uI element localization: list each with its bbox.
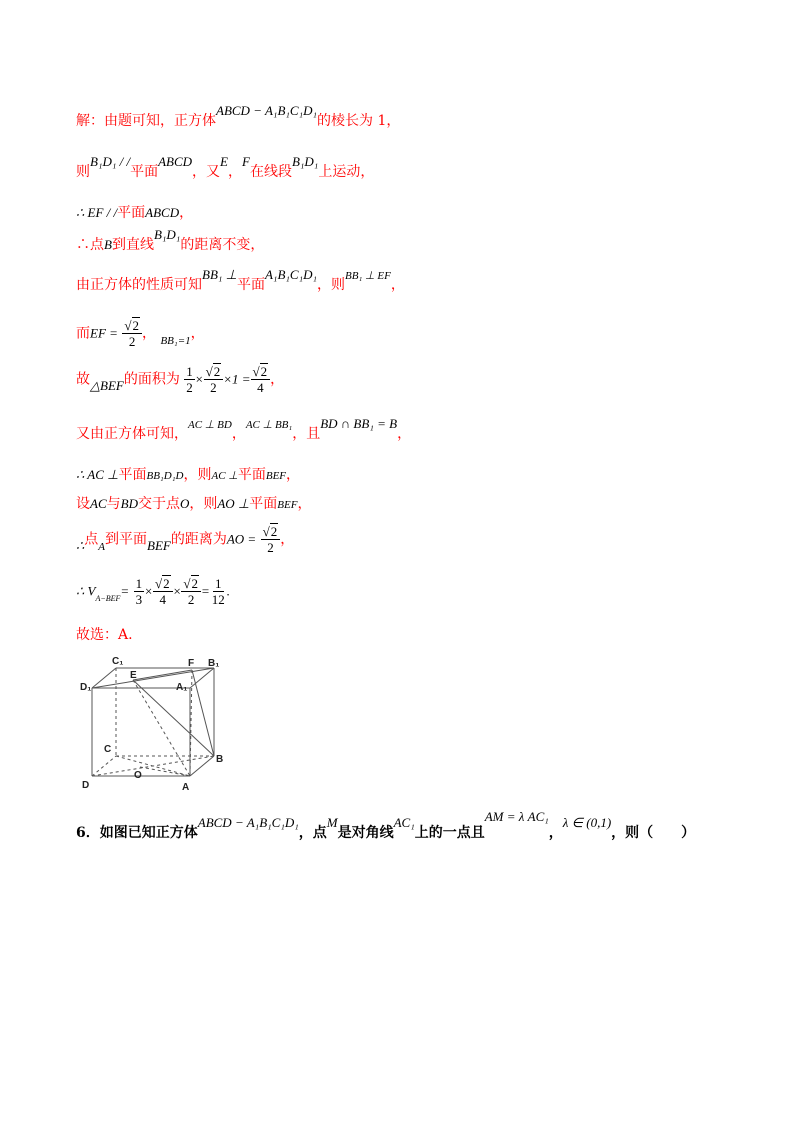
- solution-line-2: [76, 154, 375, 181]
- fraction-sqrt2-over-2: $\frac{√2}{2}$: [122, 318, 142, 349]
- math: BB₁ ⊥ EF: [345, 270, 391, 282]
- text: ，: [270, 371, 285, 388]
- math: E: [220, 154, 228, 169]
- numerator: 1: [186, 364, 193, 379]
- solution-line-9: [76, 464, 300, 484]
- text: 而: [76, 325, 90, 342]
- text: 解：由题可知，正方体: [76, 113, 216, 129]
- text: 平面: [118, 467, 147, 483]
- text: 与: [106, 496, 121, 512]
- text: ，又: [192, 164, 221, 180]
- math: λ ∈ (0,1): [562, 815, 612, 830]
- text: 的距离不变，: [180, 237, 265, 253]
- text: ，: [548, 825, 563, 841]
- radicand: 2: [213, 364, 221, 379]
- text: ，则: [317, 277, 346, 293]
- math: A: [98, 540, 106, 553]
- radicand: 2: [260, 364, 268, 379]
- text: 的距离为: [170, 531, 227, 548]
- math: O: [179, 496, 190, 511]
- denominator: 2: [128, 334, 136, 349]
- denominator: 2: [187, 592, 195, 607]
- text: 又由正方体可知，: [76, 426, 188, 442]
- text: 上的一点且: [414, 825, 485, 841]
- solution-line-12: [76, 576, 230, 607]
- label-E: E: [130, 670, 137, 681]
- math: BB₁=1: [160, 334, 191, 347]
- solution-line-6: [76, 318, 205, 349]
- label-D: D: [82, 780, 90, 791]
- subscript: A−BEF: [95, 593, 121, 603]
- denominator: 4: [159, 592, 166, 607]
- math: AC ⊥ BD: [188, 419, 232, 431]
- fraction: [134, 576, 145, 607]
- math: AC ⊥ BB₁: [245, 419, 293, 431]
- text: 的面积为: [123, 371, 180, 388]
- math: ×1 =: [223, 371, 251, 387]
- label-A: A: [182, 782, 190, 793]
- solution-line-5: [76, 267, 405, 294]
- solution-line-1: [76, 103, 401, 130]
- text: 上运动，: [318, 164, 375, 180]
- fraction-sqrt2-over-2: $\frac{√2}{2}$: [261, 524, 281, 555]
- math: ABCD: [158, 154, 193, 169]
- fraction: $\frac{√2}{2}$: [181, 576, 201, 607]
- question-number: 6．如图已知正方体: [76, 825, 198, 841]
- text: 平面: [249, 496, 278, 512]
- text: ，: [190, 325, 205, 342]
- math: AC ⊥: [211, 470, 238, 482]
- math: M: [326, 815, 338, 830]
- math-vector-equation: AM = λ AC₁: [484, 809, 549, 824]
- text: ，: [286, 467, 301, 483]
- math: BEF: [147, 537, 171, 553]
- text: ，: [397, 426, 412, 442]
- text: 平面: [130, 164, 159, 180]
- fraction: $\frac{√2}{4}$: [251, 364, 271, 395]
- solution-line-11: [76, 524, 294, 555]
- text: 由正方体的性质可知: [76, 277, 202, 293]
- math: ×: [172, 583, 182, 599]
- solution-line-7: [76, 364, 284, 395]
- answer-text: 故选：A.: [76, 627, 133, 643]
- math: BD: [120, 496, 138, 511]
- radicand: 2: [132, 318, 139, 333]
- text: 在线段: [249, 164, 292, 180]
- text: ，: [231, 426, 246, 442]
- numerator: 1: [215, 576, 222, 591]
- math: AC₁: [393, 815, 415, 830]
- text: ，: [228, 164, 242, 180]
- text: 则: [76, 164, 90, 180]
- text: 设: [76, 496, 90, 512]
- text: ，: [142, 325, 156, 342]
- fraction: [210, 576, 227, 607]
- denominator: 2: [210, 380, 217, 395]
- solution-line-10: [76, 493, 311, 513]
- math: AC: [90, 496, 107, 511]
- radicand: 2: [191, 576, 198, 591]
- solution-line-4: [76, 227, 265, 254]
- fraction: $\frac{√2}{2}$: [204, 364, 224, 395]
- text: ∴点: [76, 237, 104, 253]
- denominator: 12: [211, 592, 225, 607]
- radicand: 2: [270, 524, 278, 539]
- label-F: F: [188, 658, 195, 669]
- math-triangle: △BEF: [90, 377, 124, 393]
- math: B: [104, 237, 112, 252]
- math: ×: [144, 583, 153, 599]
- math-volume: ∴ V: [76, 583, 96, 599]
- question-6: [76, 809, 696, 842]
- radicand: 2: [163, 576, 170, 591]
- denominator: 3: [135, 592, 143, 607]
- numerator: 1: [135, 576, 143, 591]
- math: BB₁ ⊥: [202, 267, 237, 282]
- math: B₁D₁: [291, 154, 319, 169]
- math: F: [242, 154, 250, 169]
- label-C1: C₁: [112, 656, 124, 667]
- math: BD ∩ BB₁ = B: [320, 416, 398, 431]
- math: EF =: [90, 325, 118, 341]
- text: ，则: [189, 496, 218, 512]
- solution-line-8: [76, 416, 412, 443]
- denominator: 2: [186, 380, 193, 395]
- text: 交于点: [137, 496, 180, 512]
- label-O: O: [134, 770, 142, 781]
- math: ∴ EF / /: [76, 205, 118, 220]
- text: 到直线: [111, 237, 154, 253]
- text: 平面: [236, 277, 265, 293]
- math: B₁D₁: [153, 227, 181, 242]
- math: ∴ AC ⊥: [76, 467, 119, 482]
- text: ，则（ ）: [611, 825, 696, 841]
- text: 到平面: [105, 531, 148, 548]
- math: AO ⊥: [217, 496, 250, 511]
- math: A₁B₁C₁D₁: [264, 267, 318, 282]
- text: 故: [76, 371, 90, 388]
- text: ，且: [292, 426, 321, 442]
- math: ABCD − A₁B₁C₁D₁: [197, 815, 299, 830]
- cube-figure: [78, 654, 228, 794]
- math: =: [201, 583, 210, 599]
- math-therefore: ∴: [76, 537, 85, 553]
- text: 点: [84, 531, 99, 548]
- fraction: $\frac{√2}{4}$: [153, 576, 173, 607]
- text: ，: [280, 531, 295, 548]
- math: B₁D₁ / /: [90, 154, 131, 169]
- label-B1: B₁: [208, 658, 220, 669]
- text: 平面: [237, 467, 266, 483]
- math: BEF: [277, 499, 298, 511]
- math: ×: [194, 371, 204, 387]
- fraction: [184, 364, 195, 395]
- text: 平面: [117, 205, 146, 221]
- math: .: [226, 583, 231, 599]
- math: =: [120, 583, 130, 599]
- label-B: B: [216, 754, 224, 765]
- math: BEF: [265, 470, 287, 482]
- math: ABCD: [145, 205, 180, 220]
- answer-line: [76, 624, 133, 644]
- label-A1: A₁: [176, 682, 188, 693]
- math-cube-name: ABCD − A₁B₁C₁D₁: [216, 103, 317, 118]
- math: BB₁D₁D: [146, 470, 184, 482]
- text: ，: [390, 277, 405, 293]
- denominator: 4: [257, 380, 264, 395]
- text: ，: [297, 496, 312, 512]
- math: AO =: [226, 531, 257, 547]
- label-D1: D₁: [80, 682, 92, 693]
- denominator: 2: [267, 540, 274, 555]
- text: ，: [179, 205, 194, 221]
- text: 是对角线: [337, 825, 394, 841]
- text: ，则: [183, 467, 212, 483]
- solution-line-3: [76, 202, 193, 222]
- text: 的棱长为 1，: [317, 113, 401, 129]
- text: ，点: [298, 825, 327, 841]
- label-C: C: [104, 744, 112, 755]
